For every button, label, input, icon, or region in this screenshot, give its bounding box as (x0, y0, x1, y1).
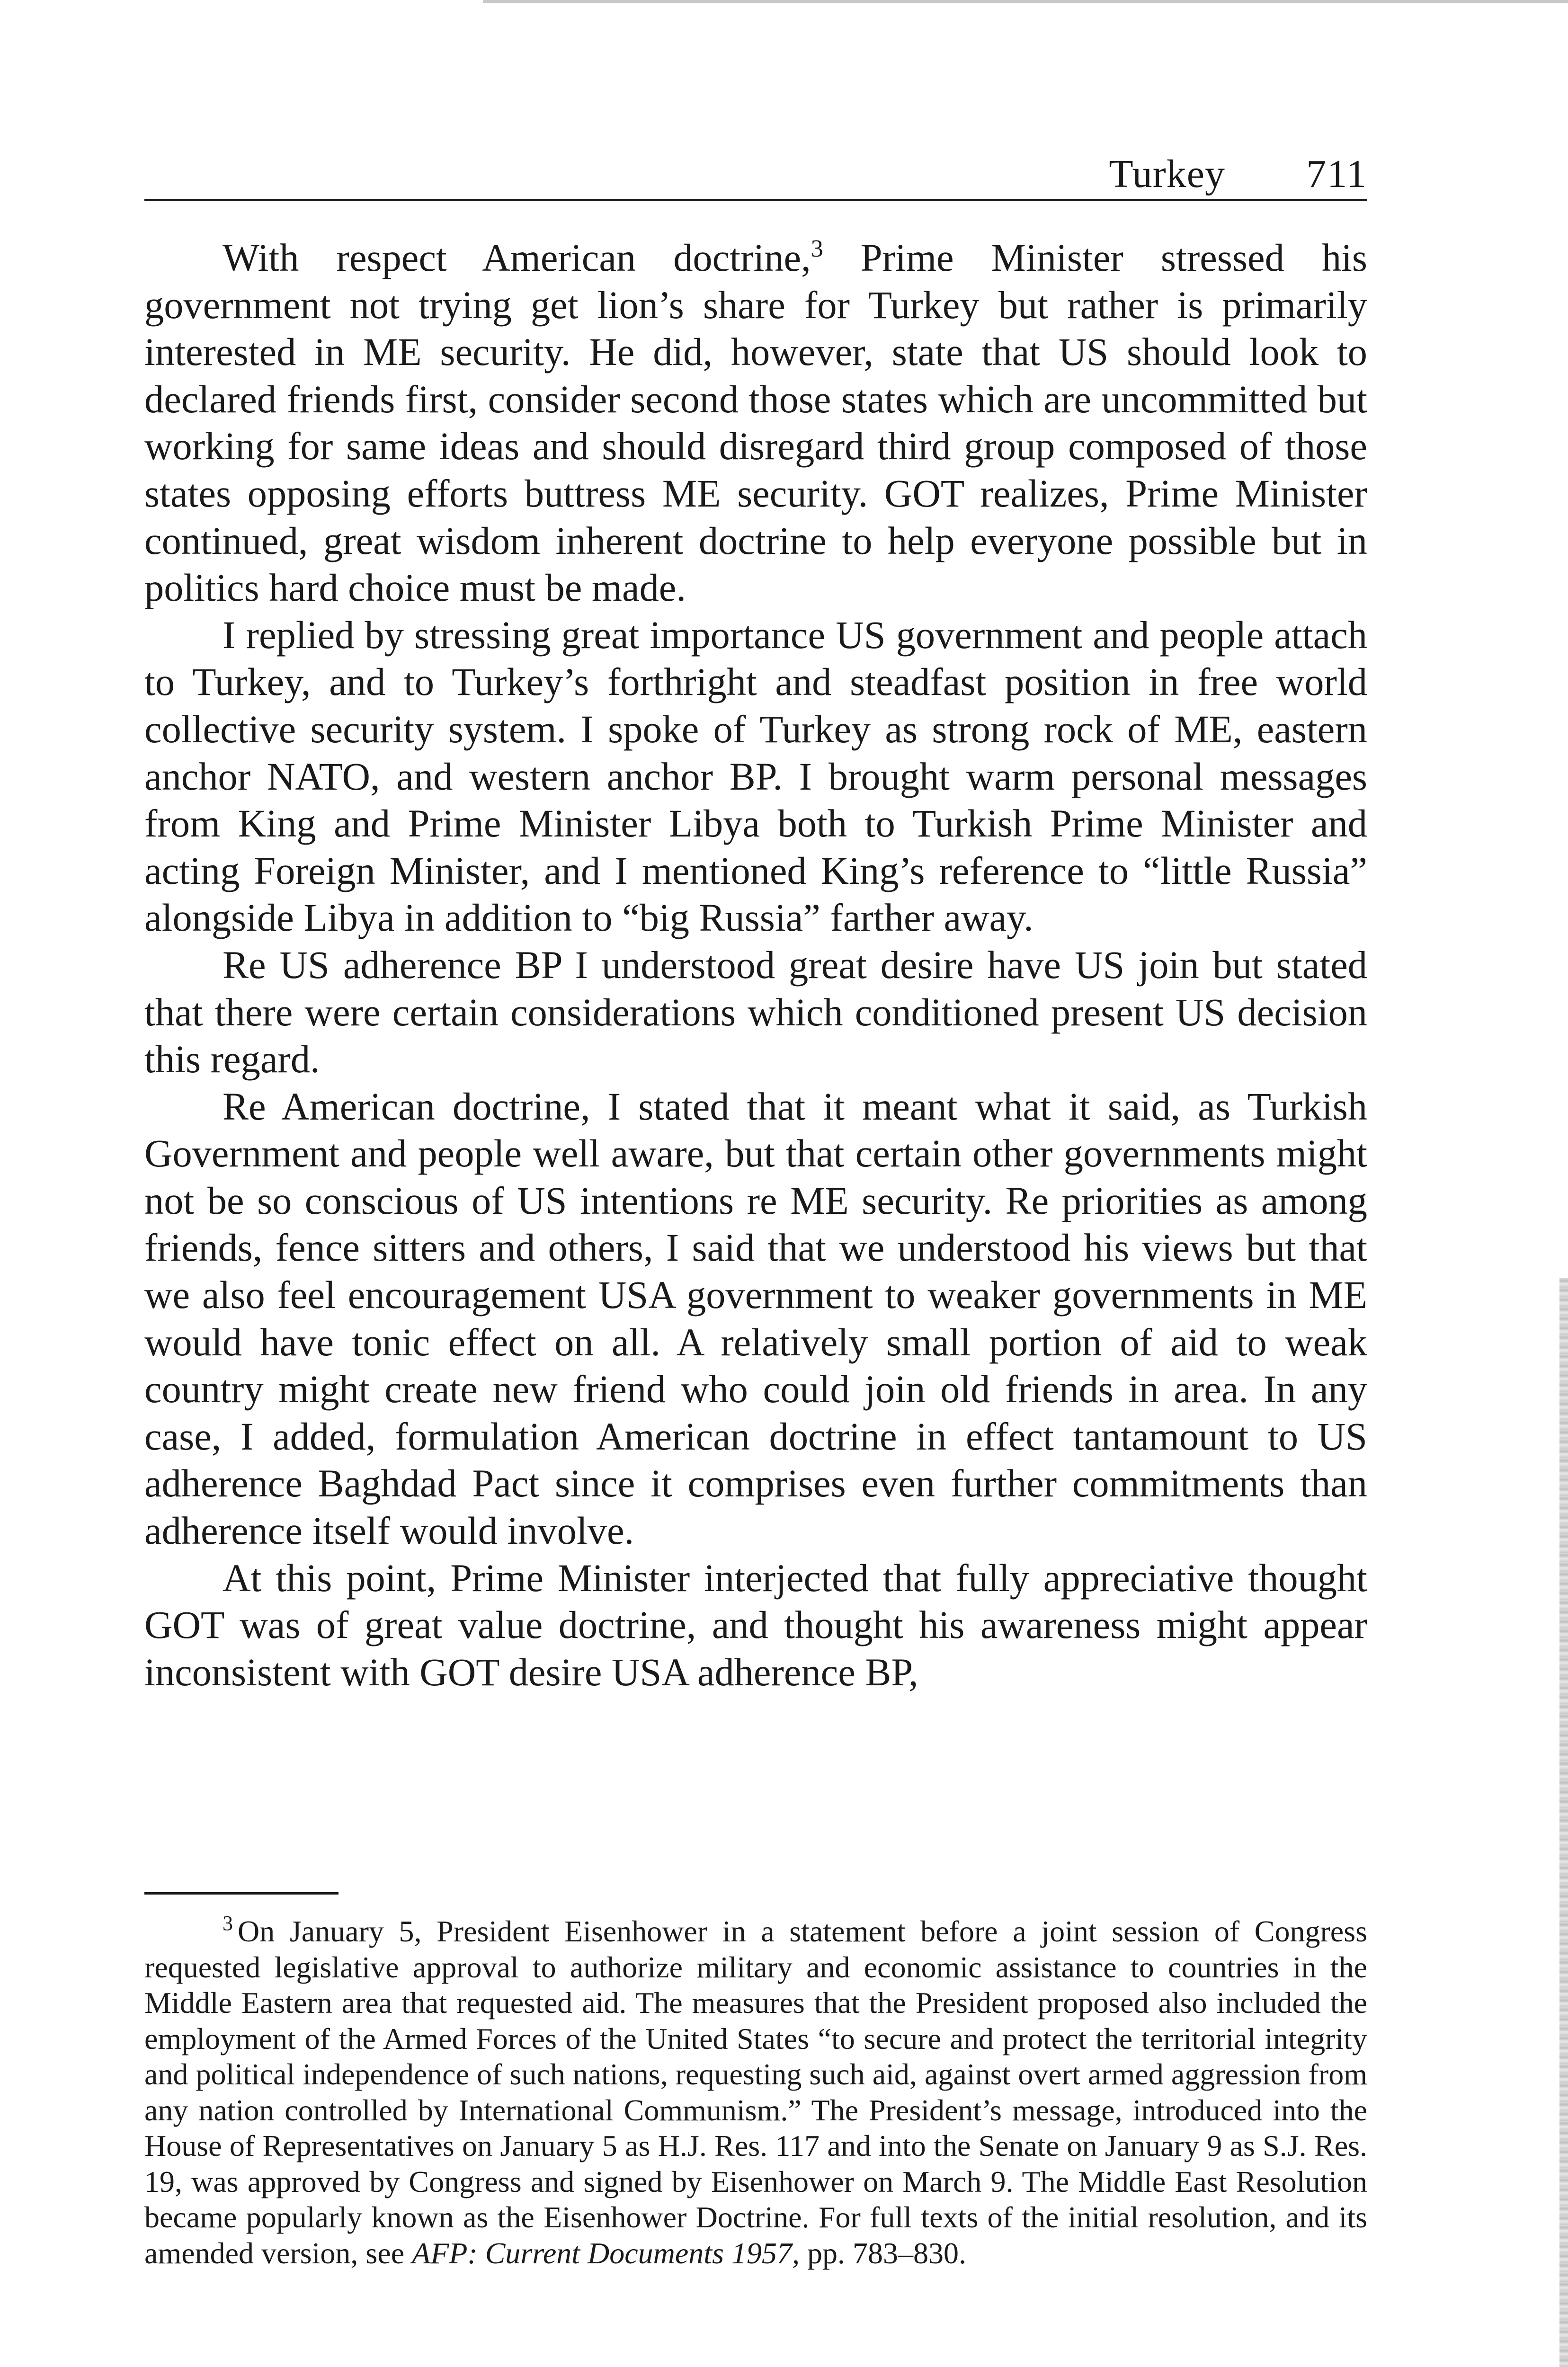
body-text (144, 234, 1367, 1696)
citation-pages: pp. 783–830. (807, 2236, 966, 2270)
running-head (144, 147, 1367, 201)
paragraph: I replied by stressing great importance US government and people attach to Turkey, and to Turkey’s forthright and steadfast position in free world collective security system. I spoke of Turkey as strong rock of ME, eastern anchor NATO, and western anchor BP. I brought warm personal messages from King and Prime Minister Libya both to Turkish Prime Minister and acting Foreign Minister, and I mentioned King’s reference to “little Russia” alongside Libya in addition to “big Russia” farther away. (144, 613, 1367, 940)
paragraph: Re US adherence BP I understood great desire have US join but stated that there were certain considerations which conditioned present US decision this regard. (144, 943, 1367, 1081)
paragraph-text: Prime Minister stressed his government not trying get lion’s share for Turkey but rather is primarily interested in ME security. He did, however, state that US should look to declared friends first, consider second those states which are uncommitted but working for same ideas and should disregard third group composed of those states opposing efforts buttress ME security. GOT realizes, Prime Minister continued, great wisdom inherent doctrine to help everyone possible but in politics hard choice must be made. (144, 236, 1367, 610)
scan-top-edge (483, 0, 1568, 3)
footnote-reference: 3 (811, 235, 823, 262)
paragraph (144, 234, 1367, 612)
paragraph: Re American doctrine, I stated that it meant what it said, as Turkish Government and people well aware, but that certain other governments might not be so conscious of US intentions re ME security. Re priorities as among friends, fence sitters and others, I said that we understood his views but that we also feel encouragement USA government to weaker governments in ME would have tonic effect on all. A relatively small portion of aid to weak country might create new friend who could join old friends in area. In any case, I added, formulation American doctrine in effect tantamount to US adherence Baghdad Pact since it comprises even further commitments than adherence itself would involve. (144, 1085, 1367, 1553)
page-number: 711 (1306, 152, 1367, 196)
running-title: Turkey (1109, 152, 1225, 196)
footnote-text: On January 5, President Eisenhower in a statement before a joint session of Congress requested legislative approval to authorize military and economic assistance to countries in the Middle Eastern area that requested aid. The measures that the President proposed also included the employment of the Armed Forces of the United States “to secure and protect the territorial integrity and political independence of such nations, requesting such aid, against overt armed aggression from any nation controlled by International Communism.” The President’s message, introduced into the House of Representatives on January 5 as H.J. Res. 117 and into the Senate on January 9 as S.J. Res. 19, was approved by Congress and signed by Eisenhower on March 9. The Middle East Resolution became popularly known as the Eisenhower Doctrine. For full texts of the initial resolution, and its amended version, see (144, 1914, 1367, 2270)
paragraph: At this point, Prime Minister interjected that fully appreciative thought GOT was of great value doctrine, and thought his awareness might appear inconsistent with GOT desire USA adherence BP, (144, 1556, 1367, 1694)
footnote (144, 1913, 1367, 2271)
scan-right-edge (1559, 1278, 1568, 2367)
citation-title: AFP: Current Documents 1957, (412, 2236, 800, 2270)
footnote-marker: 3 (223, 1912, 233, 1935)
paragraph-text: With respect American doctrine, (223, 236, 811, 279)
footnote-divider (144, 1892, 339, 1895)
